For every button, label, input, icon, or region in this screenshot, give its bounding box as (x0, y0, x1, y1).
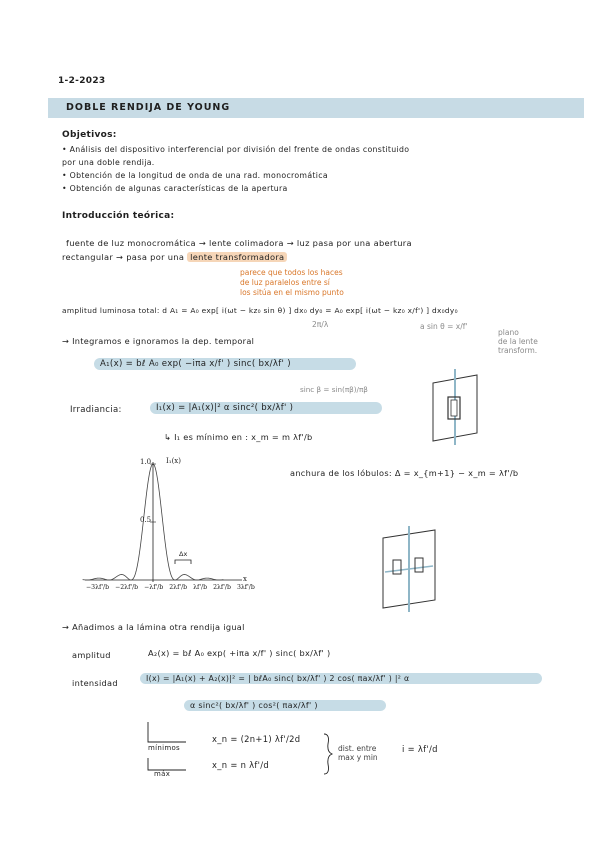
maximos-equation: x_n = n λf'/d (212, 760, 270, 770)
dist-note (338, 744, 378, 762)
double-slit-sketch (375, 530, 445, 610)
intensidad-equation: I(x) = |A₁(x) + A₂(x)|² = | bℓA₀ sinc( bx/λf' ) 2 cos( πax/λf' ) |² α (140, 673, 542, 684)
orange-note-line-3: los sitúa en el mismo punto (240, 288, 344, 297)
plot-xtick: 3λf'/b (236, 584, 255, 591)
irradiancia-equation: I₁(x) = |A₁(x)|² α sinc²( bx/λf' ) (150, 402, 382, 414)
dist-note-2: max y min (338, 753, 378, 762)
plane-note (498, 328, 538, 355)
intro-line-1: fuente de luz monocromática → lente colimadora → luz pasa por una abertura (66, 238, 412, 248)
anadimos: → Añadimos a la lámina otra rendija igual (62, 622, 245, 632)
a2-equation: A₂(x) = bℓ A₀ exp( +iπa x/f' ) sinc( bx/λf' ) (148, 648, 331, 658)
single-slit-sketch (425, 375, 485, 445)
lente-transformadora: lente transformadora (187, 252, 287, 262)
intro-heading: Introducción teórica: (62, 211, 175, 221)
interfranja: i = λf'/d (402, 744, 438, 754)
minimos-label: mínimos (148, 744, 180, 752)
intensidad-equation-2: α sinc²( bx/λf' ) cos²( πax/λf' ) (184, 700, 386, 711)
amplitud-label: amplitud (72, 650, 111, 660)
sinc-definition: sinc β = sin(πβ)/πβ (300, 385, 368, 394)
orange-note (240, 268, 344, 298)
plane-note-3: transform. (498, 346, 538, 355)
intensidad-label: intensidad (72, 678, 118, 688)
minimos-equation: x_n = (2n+1) λf'/2d (212, 734, 301, 744)
date: 1-2-2023 (58, 76, 106, 86)
integramos: → Integramos e ignoramos la dep. temporal (62, 336, 255, 346)
sin-theta-note: a sin θ = x/f' (420, 322, 468, 331)
a1-equation: A₁(x) = bℓ A₀ exp( −iπa x/f' ) sinc( bx/λf' ) (94, 358, 356, 370)
plot-xtick: λf'/b (193, 584, 208, 591)
objetivos-item-2: • Obtención de la longitud de onda de una rad. monocromática (62, 171, 328, 180)
two-pi-lambda: 2π/λ (312, 320, 329, 329)
plot-delta: Δx (179, 550, 188, 558)
plot-xlabel: x (243, 575, 247, 583)
plot-xtick: −3λf'/b (86, 584, 110, 591)
intro-line-2-text: rectangular → pasa por una (62, 252, 185, 262)
plot-ytick-05: 0.5 (140, 516, 152, 524)
plane-note-1: plano (498, 328, 519, 337)
orange-note-line-1: parece que todos los haces (240, 268, 343, 277)
orange-note-line-2: de luz paralelos entre sí (240, 278, 330, 287)
objetivos-item-1: • Análisis del dispositivo interferencial por división del frente de ondas constituido (62, 145, 410, 154)
irradiancia-label: Irradiancia: (70, 405, 122, 415)
intro-line-2 (62, 252, 287, 262)
minimo-note: ↳ I₁ es mínimo en : x_m = m λf'/b (164, 432, 313, 442)
objetivos-item-3: • Obtención de algunas características de la apertura (62, 184, 288, 193)
plot-ytick-1: 1.0 (140, 458, 152, 466)
maximos-label: máx (154, 770, 171, 778)
amplitud-total: amplitud luminosa total: d A₁ = A₀ exp[ i(ωt − kz₀ sin θ) ] dx₀ dy₀ = A₀ exp[ i(ωt − kz₀ x/f') ] dx₀dy₀ (62, 306, 458, 315)
plot-xtick: −λf'/b (144, 584, 164, 591)
dist-note-1: dist. entre (338, 744, 377, 753)
anchura-lobulos: anchura de los lóbulos: Δ = x_{m+1} − x_m = λf'/b (290, 468, 519, 478)
plane-note-2: de la lente (498, 337, 538, 346)
brace (322, 732, 334, 776)
plot-xtick: 2λf'/b (213, 584, 231, 591)
plot-xtick-row (86, 584, 255, 591)
objetivos-heading: Objetivos: (62, 130, 117, 140)
objetivos-item-1b: por una doble rendija. (62, 158, 155, 167)
plot-xtick: 2λf'/b (169, 584, 188, 591)
plot-xtick: −2λf'/b (115, 584, 139, 591)
page-title: DOBLE RENDIJA DE YOUNG (66, 102, 231, 113)
plot-ylabel: I₁(x) (166, 457, 181, 465)
